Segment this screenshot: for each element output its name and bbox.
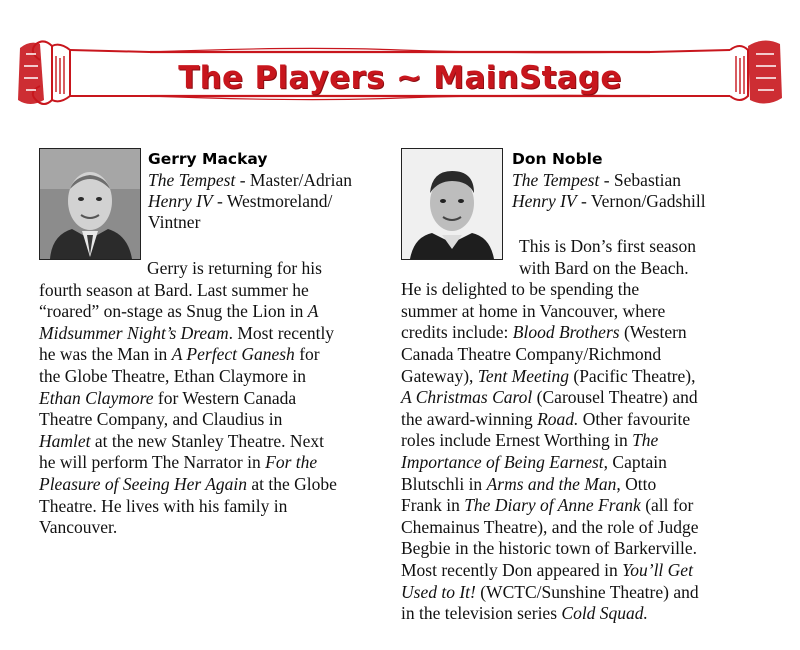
bio-title-italic: A Perfect Ganesh xyxy=(171,344,295,365)
bio-text: . Most recently xyxy=(228,322,335,343)
bio-line xyxy=(39,388,337,410)
bio-line xyxy=(401,409,699,431)
bio-text: the award-winning xyxy=(401,408,538,429)
bio-line xyxy=(39,431,337,453)
bio-line xyxy=(39,409,337,431)
bio-text: Gerry is returning for his xyxy=(147,258,322,278)
bio-text: Most recently Don appeared in xyxy=(401,559,623,580)
bio-line xyxy=(401,603,699,625)
bio-text: roles include Ernest Worthing in xyxy=(401,430,633,451)
bio-title-italic: Ethan Claymore xyxy=(39,387,154,408)
bio-text: at the Globe xyxy=(247,473,337,494)
bio-line xyxy=(401,236,699,258)
gerry-mackay-bio xyxy=(39,258,337,539)
bio-line xyxy=(39,323,337,345)
bio-line xyxy=(39,474,337,496)
bio-line xyxy=(39,366,337,388)
bio-text: Other favourite xyxy=(578,408,691,429)
bio-line xyxy=(39,452,337,474)
bio-line xyxy=(39,517,337,539)
bio-title-italic: Arms and the Man xyxy=(486,473,617,494)
bio-line xyxy=(401,517,699,539)
bio-title-italic: You’ll Get xyxy=(622,559,693,580)
bio-title-italic: Cold Squad. xyxy=(561,603,648,624)
bio-text: He is delighted to be spending the xyxy=(401,279,640,300)
bio-line xyxy=(401,366,699,388)
bio-text: Chemainus Theatre), and the role of Judge xyxy=(401,516,699,537)
bio-title-italic: Pleasure of Seeing Her Again xyxy=(39,473,248,494)
bio-line xyxy=(401,474,699,496)
bio-text: he will perform The Narrator in xyxy=(39,452,266,473)
page-title: The Players ~ MainStage xyxy=(178,60,622,96)
bio-line xyxy=(401,344,699,366)
bio-text: Frank in xyxy=(401,495,465,516)
bio-text: , Otto xyxy=(616,473,657,494)
bio-title-italic: The Diary of Anne Frank xyxy=(464,495,641,516)
bio-title-italic: Hamlet xyxy=(39,430,91,451)
bio-line xyxy=(401,279,699,301)
bio-text: Theatre. He lives with his family in xyxy=(39,495,288,516)
bio-text: (Western xyxy=(619,322,687,343)
bio-line xyxy=(401,301,699,323)
bio-line xyxy=(39,258,337,280)
bio-title-italic: Used to It! xyxy=(401,581,476,602)
bio-line xyxy=(401,582,699,604)
bio-text: at the new Stanley Theatre. Next xyxy=(90,430,324,451)
bio-title-italic: For the xyxy=(265,452,318,473)
bio-text: with Bard on the Beach. xyxy=(519,257,689,278)
bio-text: Begbie in the historic town of Barkerville. xyxy=(401,538,697,559)
bio-text: the Globe Theatre, Ethan Claymore in xyxy=(39,365,306,386)
bio-text: fourth season at Bard. Last summer he xyxy=(39,279,309,300)
gerry-mackay-name: Gerry Mackay xyxy=(148,150,268,168)
bio-title-italic: Tent Meeting xyxy=(477,365,569,386)
bio-line xyxy=(401,495,699,517)
bio-title-italic: Importance of Being Earnest xyxy=(401,451,604,472)
bio-line xyxy=(401,258,699,280)
bio-text: (all for xyxy=(640,495,694,516)
bio-line xyxy=(401,387,699,409)
don-noble-name: Don Noble xyxy=(512,150,603,168)
bio-line xyxy=(39,280,337,302)
bio-line xyxy=(39,496,337,518)
bio-text: Theatre Company, and Claudius in xyxy=(39,409,283,430)
bio-line xyxy=(401,560,699,582)
bio-line xyxy=(39,344,337,366)
bio-text: Vancouver. xyxy=(39,517,118,538)
bio-title-italic: A xyxy=(307,301,319,322)
bio-line xyxy=(401,452,699,474)
gerry-mackay-roles: The Tempest - Master/Adrian Henry IV - Westmoreland/ Vintner xyxy=(148,170,352,232)
bio-text: Canada Theatre Company/Richmond xyxy=(401,343,662,364)
don-noble-bio xyxy=(401,236,699,625)
bio-line xyxy=(39,301,337,323)
bio-text: for Western Canada xyxy=(153,387,297,408)
bio-text: (Carousel Theatre) and xyxy=(532,387,698,408)
bio-line xyxy=(401,322,699,344)
gerry-mackay-photo xyxy=(39,148,141,260)
bio-title-italic: Midsummer Night’s Dream xyxy=(39,322,229,343)
bio-text: for xyxy=(294,344,320,365)
bio-title-italic: A Christmas Carol xyxy=(401,387,533,408)
bio-title-italic: Blood Brothers xyxy=(512,322,620,343)
bio-text: he was the Man in xyxy=(39,344,172,365)
bio-text: credits include: xyxy=(401,322,513,343)
bio-text: , Captain xyxy=(603,451,667,472)
bio-line xyxy=(401,538,699,560)
don-noble-roles: The Tempest - Sebastian Henry IV - Vernon/Gadshill xyxy=(512,170,706,211)
bio-text: summer at home in Vancouver, where xyxy=(401,300,666,321)
bio-text: Gateway), xyxy=(401,365,478,386)
bio-text: Blutschli in xyxy=(401,473,487,494)
bio-title-italic: The xyxy=(632,430,659,451)
bio-text: This is Don’s first season xyxy=(519,236,696,256)
bio-title-italic: Road. xyxy=(537,408,579,429)
bio-text: in the television series xyxy=(401,603,562,624)
bio-text: (Pacific Theatre), xyxy=(569,365,696,386)
bio-text: “roared” on-stage as Snug the Lion in xyxy=(39,301,308,322)
bio-line xyxy=(401,430,699,452)
bio-text: (WCTC/Sunshine Theatre) and xyxy=(475,581,699,602)
